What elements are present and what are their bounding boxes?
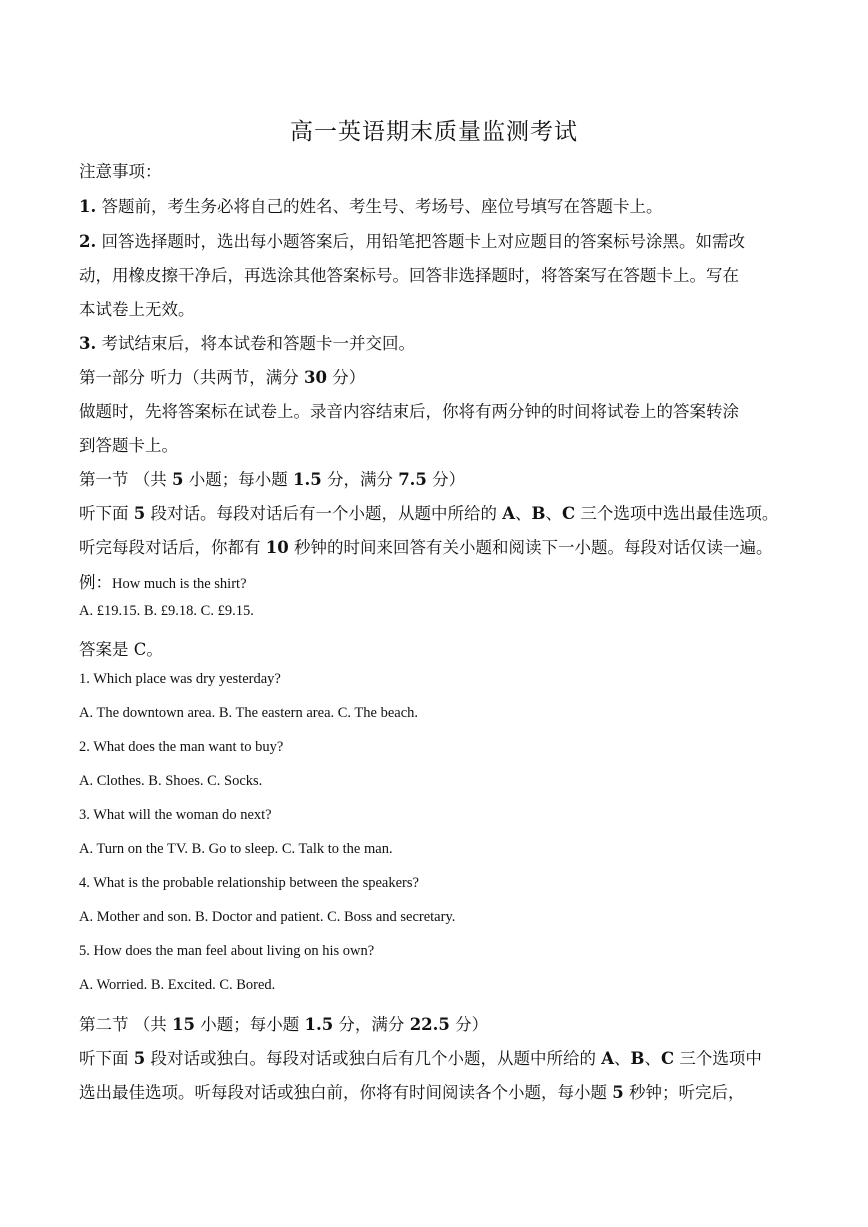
example-answer: 答案是 C。 <box>79 640 163 659</box>
part1-heading: 第一部分 听力（共两节，满分 30 分） <box>79 368 366 387</box>
question-4: 4. What is the probable relationship between the speakers? <box>79 875 419 891</box>
notice-number: 2. <box>79 232 97 251</box>
question-3: 3. What will the woman do next? <box>79 807 272 823</box>
notice-number: 1. <box>79 197 97 216</box>
question-2: 2. What does the man want to buy? <box>79 739 284 755</box>
question-3-options: A. Turn on the TV. B. Go to sleep. C. Talk to the man. <box>79 841 393 857</box>
question-2-options: A. Clothes. B. Shoes. C. Socks. <box>79 773 263 789</box>
question-5: 5. How does the man feel about living on his own? <box>79 943 375 959</box>
notice-item-3 <box>79 330 794 354</box>
notice-text: 考试结束后，将本试卷和答题卡一并交回。 <box>101 334 415 353</box>
question-1: 1. Which place was dry yesterday? <box>79 671 281 687</box>
section2-heading: 第二节 （共 15 小题；每小题 1.5 分，满分 22.5 分） <box>79 1015 489 1034</box>
notice-item-2-line-3: 本试卷上无效。 <box>79 300 195 319</box>
example-options: A. £19.15. B. £9.18. C. £9.15. <box>79 603 254 619</box>
notice-heading: 注意事项： <box>79 162 162 181</box>
section1-heading: 第一节 （共 5 小题；每小题 1.5 分，满分 7.5 分） <box>79 470 466 489</box>
example-question <box>79 569 794 593</box>
notice-item-1 <box>79 193 794 217</box>
notice-text: 答题前，考生务必将自己的姓名、考生号、考场号、座位号填写在答题卡上。 <box>101 197 663 216</box>
example-label: 例： <box>79 573 112 592</box>
part1-desc-line-2: 到答题卡上。 <box>79 436 178 455</box>
notice-text: 回答选择题时，选出每小题答案后，用铅笔把答题卡上对应题目的答案标号涂黑。如需改 <box>101 232 745 251</box>
section1-desc-line-2: 听完每段对话后，你都有 10 秒钟的时间来回答有关小题和阅读下一小题。每段对话仅读一遍。 <box>79 538 773 557</box>
section2-desc-line-2: 选出最佳选项。听每段对话或独白前，你将有时间阅读各个小题，每小题 5 秒钟；听完后， <box>79 1083 745 1102</box>
notice-number: 3. <box>79 334 97 353</box>
section1-desc-line-1: 听下面 5 段对话。每段对话后有一个小题，从题中所给的 A、B、C 三个选项中选出最佳选项。 <box>79 504 779 523</box>
part1-desc-line-1: 做题时，先将答案标在试卷上。录音内容结束后，你将有两分钟的时间将试卷上的答案转涂 <box>79 402 739 421</box>
question-1-options: A. The downtown area. B. The eastern area. C. The beach. <box>79 705 419 721</box>
page-title: 高一英语期末质量监测考试 <box>290 119 578 145</box>
question-4-options: A. Mother and son. B. Doctor and patient. C. Boss and secretary. <box>79 909 456 925</box>
section2-desc-line-1: 听下面 5 段对话或独白。每段对话或独白后有几个小题，从题中所给的 A、B、C 三个选项中 <box>79 1049 762 1068</box>
notice-item-2-line-1 <box>79 228 794 252</box>
example-question-text: How much is the shirt? <box>112 576 247 592</box>
question-5-options: A. Worried. B. Excited. C. Bored. <box>79 977 276 993</box>
notice-item-2-line-2: 动，用橡皮擦干净后，再选涂其他答案标号。回答非选择题时，将答案写在答题卡上。写在 <box>79 266 739 285</box>
